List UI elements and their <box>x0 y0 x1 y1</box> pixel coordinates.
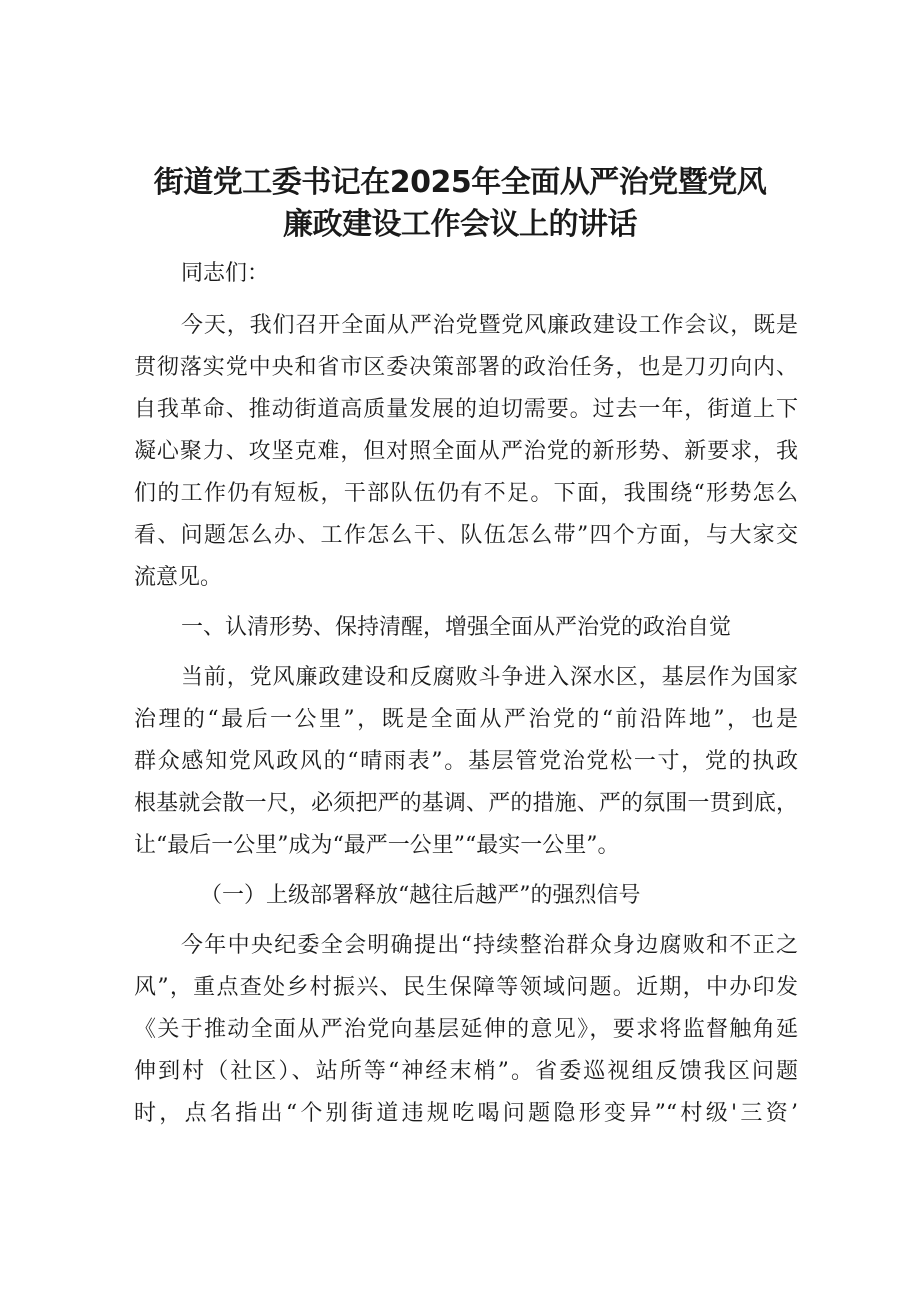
paragraph-2-line-4: 根基就会散一尺，必须把严的基调、严的措施、严的氛围一贯到底， <box>134 791 798 816</box>
paragraph-2-line-5: 让“最后一公里”成为“最严一公里”“最实一公里”。 <box>134 833 620 858</box>
paragraph-1-line-4: 凝心聚力、攻坚克难，但对照全面从严治党的新形势、新要求，我 <box>134 439 798 464</box>
paragraph-2-line-2: 治理的“最后一公里”，既是全面从严治党的“前沿阵地”，也是 <box>134 707 798 732</box>
paragraph-3-line-2: 风”，重点查处乡村振兴、民生保障等领域问题。近期，中办印发 <box>134 975 798 1000</box>
paragraph-1-line-3: 自我革命、推动街道高质量发展的迫切需要。过去一年，街道上下 <box>134 397 798 422</box>
paragraph-3-line-3: 《关于推动全面从严治党向基层延伸的意见》，要求将监督触角延 <box>134 1017 798 1042</box>
document-title-line-1: 街道党工委书记在2025年全面从严治党暨党风 <box>153 165 767 200</box>
paragraph-3-line-1: 今年中央纪委全会明确提出“持续整治群众身边腐败和不正之 <box>181 933 798 958</box>
paragraph-1-line-1: 今天，我们召开全面从严治党暨党风廉政建设工作会议，既是 <box>181 313 798 338</box>
paragraph-1-line-5: 们的工作仍有短板，干部队伍仍有不足。下面，我围绕“形势怎么 <box>134 481 798 506</box>
paragraph-3-line-4: 伸到村（社区）、站所等“神经末梢”。省委巡视组反馈我区问题 <box>134 1059 798 1084</box>
paragraph-3-line-5: 时，点名指出“个别街道违规吃喝问题隐形变异”“村级'三资’ <box>134 1101 798 1126</box>
paragraph-1-line-2: 贯彻落实党中央和省市区委决策部署的政治任务，也是刀刃向内、 <box>134 355 798 380</box>
paragraph-2-line-3: 群众感知党风政风的“晴雨表”。基层管党治党松一寸，党的执政 <box>134 749 798 774</box>
paragraph-2-line-1: 当前，党风廉政建设和反腐败斗争进入深水区，基层作为国家 <box>181 665 798 690</box>
paragraph-1-line-7: 流意见。 <box>134 565 223 590</box>
subsection-heading-1: （一）上级部署释放“越往后越严”的强烈信号 <box>200 883 641 908</box>
paragraph-1-line-6: 看、问题怎么办、工作怎么干、队伍怎么带”四个方面，与大家交 <box>134 523 798 548</box>
section-heading-1: 一、认清形势、保持清醒，增强全面从严治党的政治自觉 <box>181 615 732 640</box>
salutation: 同志们： <box>181 261 270 286</box>
document-title-line-2: 廉政建设工作会议上的讲话 <box>283 207 637 242</box>
